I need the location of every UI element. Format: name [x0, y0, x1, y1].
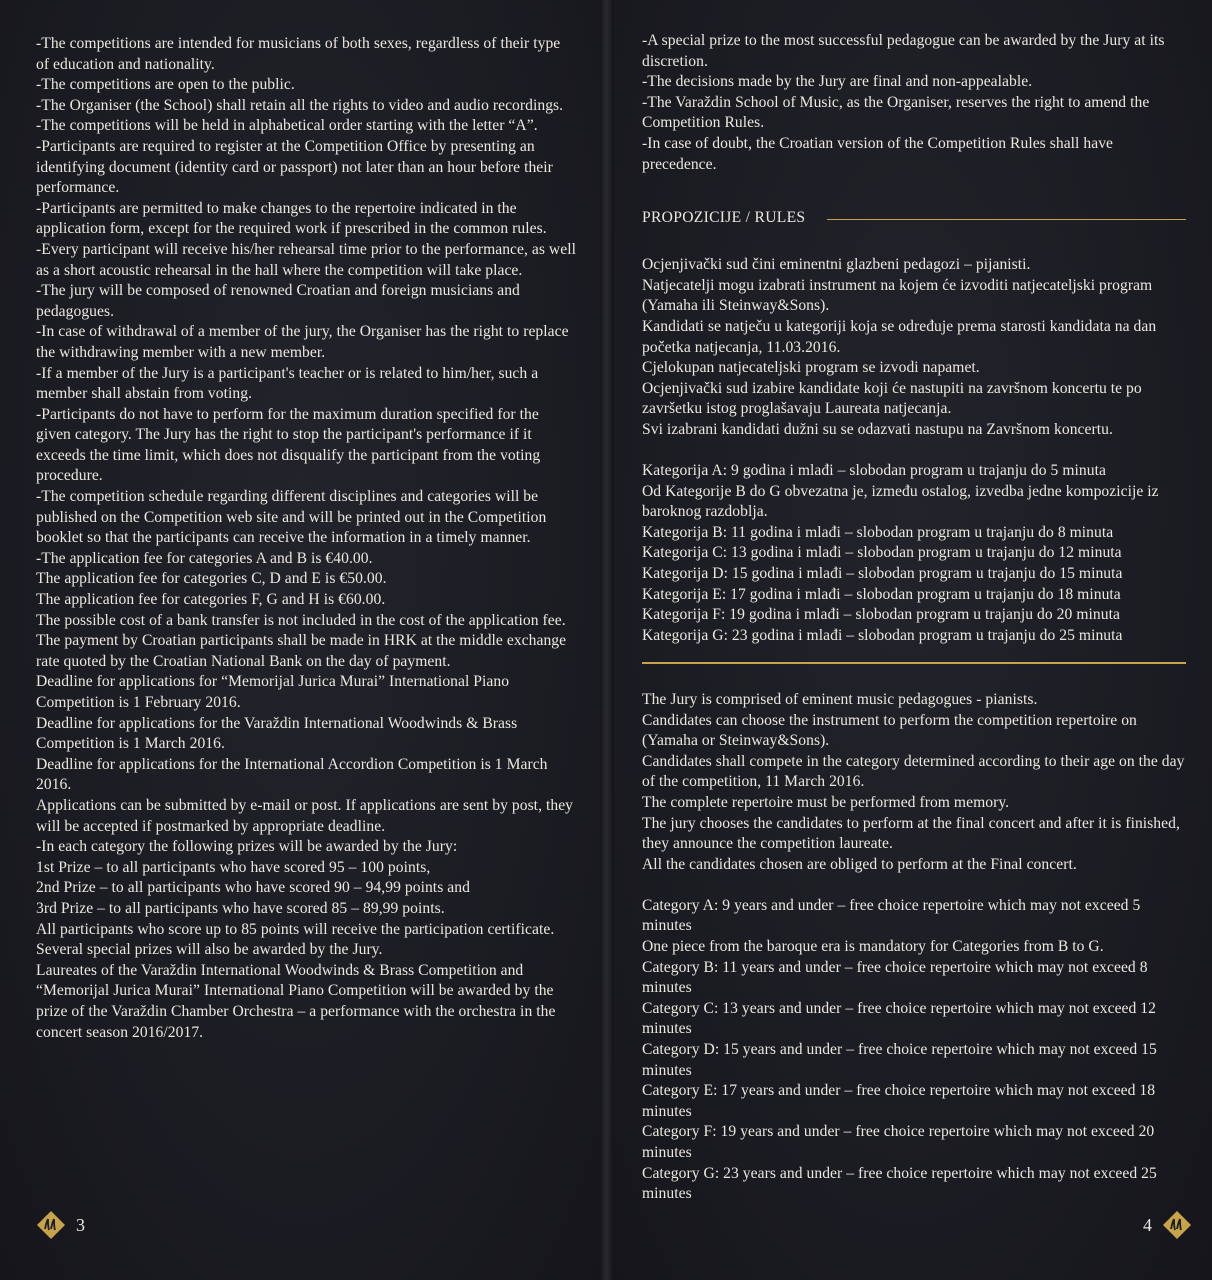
- english-category: Category A: 9 years and under – free choice repertoire which may not exceed 5 minutes: [642, 896, 1141, 935]
- rule-paragraph: -In case of withdrawal of a member of the jury, the Organiser has the right to replace the withdrawing member with a new member.: [36, 323, 569, 361]
- croatian-category: Kategorija E: 17 godina i mlađi – slobodan program u trajanju do 18 minuta: [642, 585, 1121, 603]
- english-rule: The Jury is comprised of eminent music pedagogues - pianists.: [642, 690, 1038, 708]
- croatian-category: Kategorija F: 19 godina i mlađi – slobodan program u trajanju do 20 minuta: [642, 606, 1120, 624]
- english-rule: All the candidates chosen are obliged to perform at the Final concert.: [642, 855, 1077, 873]
- left-page-footer: [36, 1210, 95, 1240]
- croatian-rule: Cjelokupan natjecateljski program se izvodi napamet.: [642, 359, 980, 377]
- rule-paragraph: -The competition schedule regarding different disciplines and categories will be published on the Competition web site and will be printed out in the Competition booklet so that the participants can receive the information in a timely manner.: [36, 488, 547, 547]
- croatian-rule: Natjecatelji mogu izabrati instrument na kojem će izvoditi natjecateljski program (Yamaha ili Steinway&Sons).: [642, 276, 1153, 315]
- english-category: Category C: 13 years and under – free choice repertoire which may not exceed 12 minutes: [642, 999, 1157, 1038]
- deadline-paragraph: Deadline for applications for the International Accordion Competition is 1 March 2016.: [36, 755, 548, 794]
- prize-paragraph: 2nd Prize – to all participants who have scored 90 – 94,99 points and: [36, 879, 470, 897]
- croatian-category: Kategorija A: 9 godina i mlađi – slobodan program u trajanju do 5 minuta: [642, 462, 1106, 480]
- english-category: Category E: 17 years and under – free choice repertoire which may not exceed 18 minutes: [642, 1082, 1156, 1120]
- english-rule: Candidates shall compete in the category determined according to their age on the day of the competition, 11 March 2016.: [642, 752, 1185, 791]
- prize-paragraph: 3rd Prize – to all participants who have scored 85 – 89,99 points.: [36, 899, 445, 917]
- rule-paragraph: -The Organiser (the School) shall retain all the rights to video and audio recordings.: [36, 96, 564, 114]
- page-number: 4: [1143, 1214, 1152, 1235]
- fee-paragraph: The possible cost of a bank transfer is not included in the cost of the application fee.: [36, 611, 566, 629]
- croatian-category: Od Kategorije B do G obvezatna je, između ostalog, izvedba jedne kompozicije iz baroknog razdoblja.: [642, 482, 1159, 521]
- prize-paragraph: 1st Prize – to all participants who have scored 95 – 100 points,: [36, 858, 431, 876]
- rule-paragraph: -The competitions will be held in alphabetical order starting with the letter “A”.: [36, 117, 538, 135]
- payment-paragraph: The payment by Croatian participants shall be made in HRK at the middle exchange rate quoted by the Croatian National Bank on the day of payment.: [36, 632, 567, 670]
- right-page: [606, 0, 1212, 1280]
- english-rule: The jury chooses the candidates to perform at the final concert and after it is finished, they announce the competition laureate.: [642, 814, 1180, 853]
- booklet-gutter: [600, 0, 614, 1280]
- page-number: 3: [76, 1214, 85, 1235]
- croatian-category: Kategorija G: 23 godina i mlađi – slobodan program u trajanju do 25 minuta: [642, 626, 1123, 644]
- english-category: One piece from the baroque era is mandatory for Categories from B to G.: [642, 938, 1104, 956]
- prize-paragraph: -In each category the following prizes will be awarded by the Jury:: [36, 838, 458, 856]
- croatian-category: Kategorija C: 13 godina i mlađi – slobodan program u trajanju do 12 minuta: [642, 544, 1122, 562]
- heading-rule: [827, 219, 1186, 221]
- school-logo-icon: [36, 1210, 66, 1240]
- rule-paragraph: -The jury will be composed of renowned Croatian and foreign musicians and pedagogues.: [36, 282, 520, 320]
- rule-paragraph: -Every participant will receive his/her rehearsal time prior to the performance, as well as a short acoustic rehearsal in the hall where the competition will take place.: [36, 240, 576, 279]
- right-page-footer: [1133, 1210, 1192, 1240]
- rule-paragraph: -The decisions made by the Jury are final and non-appealable.: [642, 73, 1033, 91]
- croatian-rule: Ocjenjivački sud čini eminentni glazbeni pedagozi – pijanisti.: [642, 256, 1031, 274]
- section-heading: [642, 209, 1186, 227]
- english-rule: Candidates can choose the instrument to perform the competition repertoire on (Yamaha or Steinway&Sons).: [642, 711, 1137, 750]
- english-category: Category B: 11 years and under – free choice repertoire which may not exceed 8 minutes: [642, 958, 1148, 997]
- left-rules-text: [36, 34, 576, 1043]
- croatian-rule: Kandidati se natječu u kategoriji koja se određuje prema starosti kandidata na dan početka natjecanja, 11.03.2016.: [642, 317, 1157, 356]
- english-rules: [642, 690, 1186, 1205]
- rule-paragraph: -Participants are required to register at the Competition Office by presenting an identifying document (identity card or passport) not later than an hour before their performance.: [36, 137, 553, 197]
- fee-paragraph: The application fee for categories C, D and E is €50.00.: [36, 570, 387, 588]
- spacer: [642, 441, 1186, 462]
- right-top-text: [642, 31, 1186, 175]
- spacer: [642, 875, 1186, 896]
- fee-paragraph: The application fee for categories F, G and H is €60.00.: [36, 591, 386, 609]
- croatian-rule: Ocjenjivački sud izabire kandidate koji će nastupiti na završnom koncertu te po završetku istog proglašavaju Laureata natjecanja.: [642, 379, 1142, 418]
- rule-paragraph: -A special prize to the most successful pedagogue can be awarded by the Jury at its discretion.: [642, 32, 1165, 70]
- rule-paragraph: -In case of doubt, the Croatian version of the Competition Rules shall have precedence.: [642, 134, 1114, 173]
- croatian-rule: Svi izabrani kandidati dužni su se odazvati nastupu na Završnom koncertu.: [642, 420, 1113, 438]
- english-category: Category F: 19 years and under – free choice repertoire which may not exceed 20 minutes: [642, 1123, 1155, 1161]
- rule-paragraph: -The competitions are intended for musicians of both sexes, regardless of their type of education and nationality.: [36, 35, 561, 73]
- croatian-category: Kategorija D: 15 godina i mlađi – slobodan program u trajanju do 15 minuta: [642, 565, 1123, 583]
- laureates-paragraph: Laureates of the Varaždin International Woodwinds & Brass Competition and “Memorijal Jurica Murai” International Piano Competition will be awarded by the prize of the Varaždin Chamber Orchestra – a performance with the orchestra in the concert season 2016/2017.: [36, 961, 556, 1041]
- english-category: Category D: 15 years and under – free choice repertoire which may not exceed 15 minutes: [642, 1041, 1157, 1079]
- english-rule: The complete repertoire must be performed from memory.: [642, 793, 1010, 811]
- school-logo-icon: [1162, 1210, 1192, 1240]
- rule-paragraph: -The competitions are open to the public.: [36, 76, 295, 94]
- deadline-paragraph: Deadline for applications for “Memorijal Jurica Murai” International Piano Competition is 1 February 2016.: [36, 673, 510, 711]
- rule-paragraph: -Participants do not have to perform for the maximum duration specified for the given category. The Jury has the right to stop the participant's performance if it exceeds the time limit, which does not disqualify the participant from the voting procedure.: [36, 405, 541, 485]
- section-title: PROPOZICIJE / RULES: [642, 209, 806, 227]
- rule-paragraph: -Participants are permitted to make changes to the repertoire indicated in the application form, except for the required work if prescribed in the common rules.: [36, 199, 547, 238]
- croatian-rules: [642, 255, 1186, 646]
- deadline-paragraph: Deadline for applications for the Varaždin International Woodwinds & Brass Competition is 1 March 2016.: [36, 714, 518, 753]
- english-category: Category G: 23 years and under – free choice repertoire which may not exceed 25 minutes: [642, 1164, 1157, 1203]
- fee-paragraph: -The application fee for categories A and B is €40.00.: [36, 549, 373, 567]
- section-divider: [642, 662, 1186, 664]
- certificate-paragraph: All participants who score up to 85 points will receive the participation certificate. Several special prizes will also be awarded by the Jury.: [36, 920, 555, 959]
- rule-paragraph: -The Varaždin School of Music, as the Organiser, reserves the right to amend the Competition Rules.: [642, 93, 1150, 132]
- croatian-category: Kategorija B: 11 godina i mlađi – slobodan program u trajanju do 8 minuta: [642, 523, 1114, 541]
- submission-paragraph: Applications can be submitted by e-mail or post. If applications are sent by post, they will be accepted if postmarked by appropriate deadline.: [36, 796, 574, 835]
- rule-paragraph: -If a member of the Jury is a participant's teacher or is related to him/her, such a member shall abstain from voting.: [36, 364, 539, 403]
